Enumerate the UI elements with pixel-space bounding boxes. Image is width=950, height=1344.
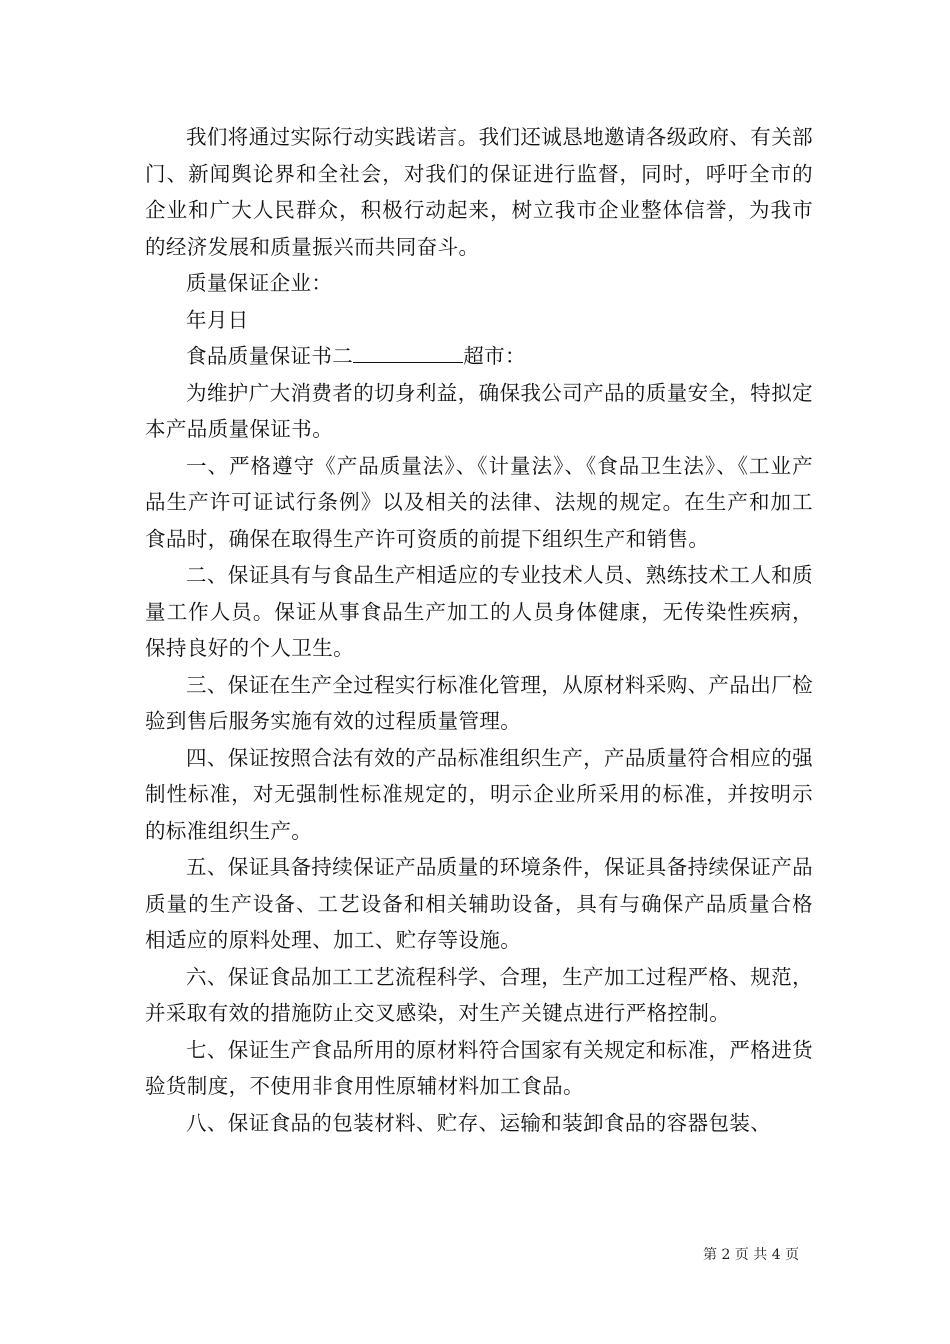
paragraph-heading-2	[145, 338, 813, 375]
paragraph-item-2: 二、保证具有与食品生产相适应的专业技术人员、熟练技术工人和质量工作人员。保证从事食品生产加工的人员身体健康，无传染性疾病，保持良好的个人卫生。	[145, 563, 813, 660]
paragraph-item-8: 八、保证食品的包装材料、贮存、运输和装卸食品的容器包装、	[186, 1110, 772, 1135]
paragraph-item-1: 一、严格遵守《产品质量法》、《计量法》、《食品卫生法》、《工业产品生产许可证试行条例》以及相关的法律、法规的规定。在生产和加工食品时，确保在取得生产许可资质的前提下组织生产和销售。	[145, 453, 813, 551]
paragraph-item-6: 六、保证食品加工工艺流程科学、合理，生产加工过程严格、规范，并采取有效的措施防止交叉感染，对生产关键点进行严格控制。	[145, 964, 813, 1025]
paragraph-date: 年月日	[186, 307, 249, 332]
paragraph-item-3: 三、保证在生产全过程实行标准化管理，从原材料采购、产品出厂检验到售后服务实施有效的过程质量管理。	[145, 672, 813, 733]
heading-addressee: 超市：	[463, 344, 526, 368]
document-body	[145, 119, 813, 1141]
heading-title: 食品质量保证书二	[186, 344, 354, 368]
paragraph-item-4: 四、保证按照合法有效的产品标准组织生产，产品质量符合相应的强制性标准，对无强制性标准规定的，明示企业所采用的标准，并按明示的标准组织生产。	[145, 745, 813, 843]
blank-underline	[353, 340, 463, 363]
paragraph-intro: 为维护广大消费者的切身利益，确保我公司产品的质量安全，特拟定本产品质量保证书。	[145, 380, 813, 441]
page-number: 第 2 页 共 4 页	[703, 1247, 800, 1263]
paragraph-pledge: 我们将通过实际行动实践诺言。我们还诚恳地邀请各级政府、有关部门、新闻舆论界和全社会，对我们的保证进行监督，同时，呼吁全市的企业和广大人民群众，积极行动起来，树立我市企业整体信誉，为我市的经济发展和质量振兴而共同奋斗。	[145, 125, 813, 259]
paragraph-enterprise-signature: 质量保证企业：	[186, 271, 333, 295]
paragraph-item-5: 五、保证具备持续保证产品质量的环境条件，保证具备持续保证产品质量的生产设备、工艺设备和相关辅助设备，具有与确保产品质量合格相适应的原料处理、加工、贮存等设施。	[145, 855, 813, 952]
paragraph-item-7: 七、保证生产食品所用的原材料符合国家有关规定和标准，严格进货验货制度，不使用非食用性原辅材料加工食品。	[145, 1037, 813, 1098]
